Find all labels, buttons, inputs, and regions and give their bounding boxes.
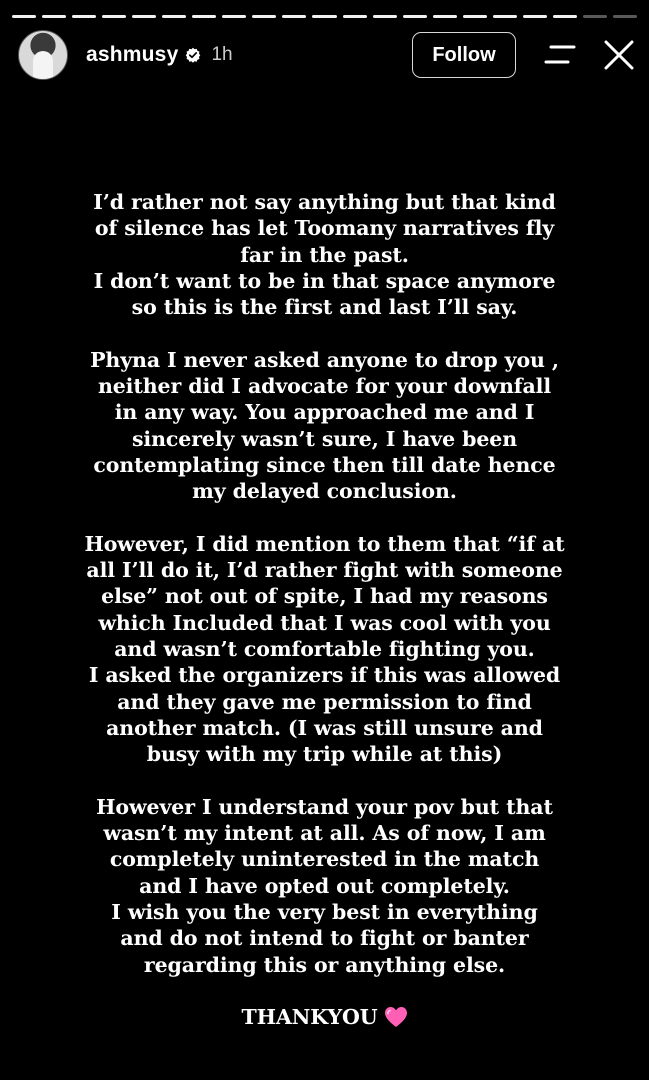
- story-progress-bar: [12, 15, 637, 19]
- text-line: However, I did mention to them that “if at: [84, 531, 565, 556]
- menu-icon[interactable]: [544, 42, 576, 68]
- text-line: neither did I advocate for your downfall: [97, 374, 552, 399]
- progress-segment: [282, 15, 306, 18]
- verified-badge-icon: [185, 47, 201, 63]
- progress-segment: [12, 15, 36, 18]
- story-header: [18, 30, 635, 80]
- avatar[interactable]: [18, 30, 68, 80]
- post-time: 1h: [211, 44, 233, 65]
- text-line: contemplating since then till date hence: [93, 452, 556, 477]
- text-line: regarding this or anything else.: [143, 952, 506, 977]
- text-line: I asked the organizers if this was allowed: [88, 663, 561, 688]
- text-line: I wish you the very best in everything: [111, 900, 538, 925]
- progress-segment: [583, 15, 607, 18]
- text-line: my delayed conclusion.: [192, 479, 457, 504]
- text-line: and wasn’t comfortable fighting you.: [114, 637, 535, 662]
- text-line: and do not intend to fight or banter: [120, 926, 529, 951]
- text-line: I’d rather not say anything but that kind: [93, 190, 556, 214]
- text-line: Phyna I never asked anyone to drop you ,: [90, 347, 559, 372]
- text-line: and I have opted out completely.: [139, 873, 510, 898]
- text-line: which Included that I was cool with you: [98, 610, 551, 635]
- story-paragraph: [40, 531, 609, 768]
- progress-segment: [613, 15, 637, 18]
- story-closing: [40, 1004, 609, 1030]
- progress-segment: [523, 15, 547, 18]
- username[interactable]: ashmusy: [86, 43, 179, 66]
- story-paragraph: [40, 347, 609, 505]
- pink-heart-icon: [384, 1006, 408, 1028]
- progress-segment: [433, 15, 457, 18]
- text-line: another match. (I was still unsure and: [106, 715, 543, 740]
- text-line: else” not out of spite, I had my reasons: [101, 584, 548, 609]
- progress-segment: [373, 15, 397, 18]
- progress-segment: [192, 15, 216, 18]
- progress-segment: [312, 15, 336, 18]
- close-icon[interactable]: [603, 39, 635, 71]
- progress-segment: [343, 15, 367, 18]
- progress-segment: [72, 15, 96, 18]
- text-line: and they gave me permission to find: [117, 689, 532, 714]
- text-line: in any way. You approached me and I: [114, 400, 535, 425]
- text-line: I don’t want to be in that space anymore: [93, 268, 556, 293]
- progress-segment: [162, 15, 186, 18]
- text-line: However I understand your pov but that: [96, 794, 553, 819]
- progress-segment: [463, 15, 487, 18]
- text-line: all I’ll do it, I’d rather fight with someone: [86, 558, 563, 583]
- progress-segment: [403, 15, 427, 18]
- text-line: of silence has let Toomany narratives fly: [94, 216, 555, 241]
- text-line: far in the past.: [240, 242, 409, 267]
- thankyou-line: [241, 1004, 407, 1030]
- story-text: [40, 189, 609, 1057]
- progress-segment: [252, 15, 276, 18]
- text-line: busy with my trip while at this): [146, 742, 503, 767]
- progress-segment: [132, 15, 156, 18]
- story-paragraph: [40, 794, 609, 978]
- story-paragraph: [40, 189, 609, 320]
- thankyou-text: THANKYOU: [241, 1005, 378, 1030]
- progress-segment: [102, 15, 126, 18]
- text-line: completely uninterested in the match: [109, 847, 540, 872]
- follow-button[interactable]: Follow: [412, 32, 516, 78]
- text-line: wasn’t my intent at all. As of now, I am: [103, 821, 546, 846]
- progress-segment: [553, 15, 577, 18]
- text-line: sincerely wasn’t sure, I have been: [131, 426, 518, 451]
- progress-segment: [42, 15, 66, 18]
- text-line: so this is the first and last I’ll say.: [131, 295, 518, 320]
- progress-segment: [493, 15, 517, 18]
- progress-segment: [222, 15, 246, 18]
